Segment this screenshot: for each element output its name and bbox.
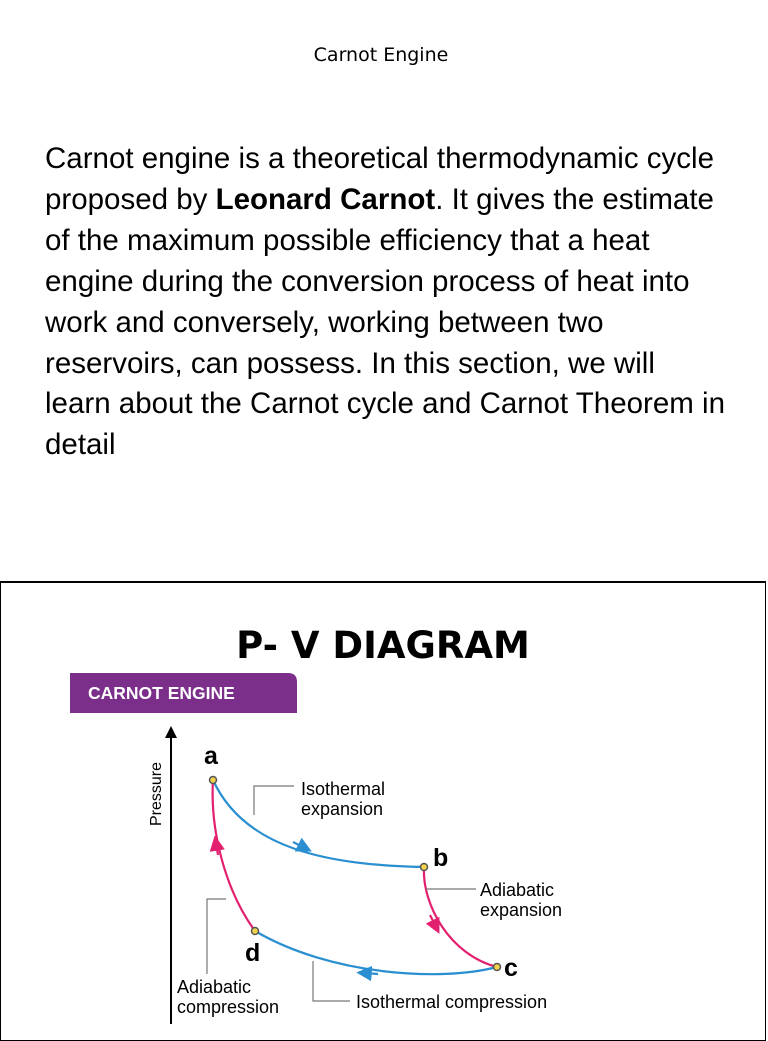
point-c-label: c xyxy=(504,954,518,982)
point-a-marker xyxy=(210,777,217,784)
leader-isothermal-expansion xyxy=(254,786,294,815)
point-b-label: b xyxy=(433,844,449,872)
point-b-marker xyxy=(421,864,428,871)
point-d-label: d xyxy=(245,939,261,967)
adiabatic-compression-curve xyxy=(213,780,255,931)
point-a-label: a xyxy=(204,742,218,770)
intro-paragraph xyxy=(45,139,725,466)
isothermal-expansion-arrow xyxy=(293,842,305,848)
isothermal-compression-label: Isothermal compression xyxy=(356,992,548,1012)
isothermal-expansion-label-2: expansion xyxy=(301,799,384,819)
isothermal-compression-curve xyxy=(255,931,497,974)
adiabatic-expansion-label-1: Adiabatic xyxy=(480,880,555,900)
adiabatic-expansion-label-2: expansion xyxy=(480,900,563,920)
pressure-axis-label: Pressure xyxy=(148,761,165,826)
isothermal-compression-arrow xyxy=(364,973,378,974)
leader-isothermal-compression xyxy=(313,961,350,1001)
intro-text-start: Carnot engine is a theoretical thermodynamic cycle proposed by xyxy=(45,142,714,216)
adiabatic-compression-label-1: Adiabatic xyxy=(177,977,252,997)
isothermal-expansion-label-1: Isothermal xyxy=(301,779,386,799)
pv-diagram xyxy=(0,660,768,1024)
point-c-marker xyxy=(494,964,501,971)
leader-adiabatic-compression xyxy=(207,899,226,974)
intro-bold-name: Leonard Carnot xyxy=(215,182,436,216)
adiabatic-compression-label-2: compression xyxy=(177,997,280,1017)
slide-title: P- V DIAGRAM xyxy=(236,624,530,667)
document-title: Carnot Engine xyxy=(313,44,449,66)
banner-text: CARNOT ENGINE xyxy=(88,683,235,703)
intro-text-end: . It gives the estimate of the maximum possible efficiency that a heat engine during the conversion process of heat into work and conversely, working between two reservoirs, can possess. In this section, we will learn about the Carnot cycle and Carnot Theorem in detail xyxy=(45,182,725,462)
point-d-marker xyxy=(252,928,259,935)
